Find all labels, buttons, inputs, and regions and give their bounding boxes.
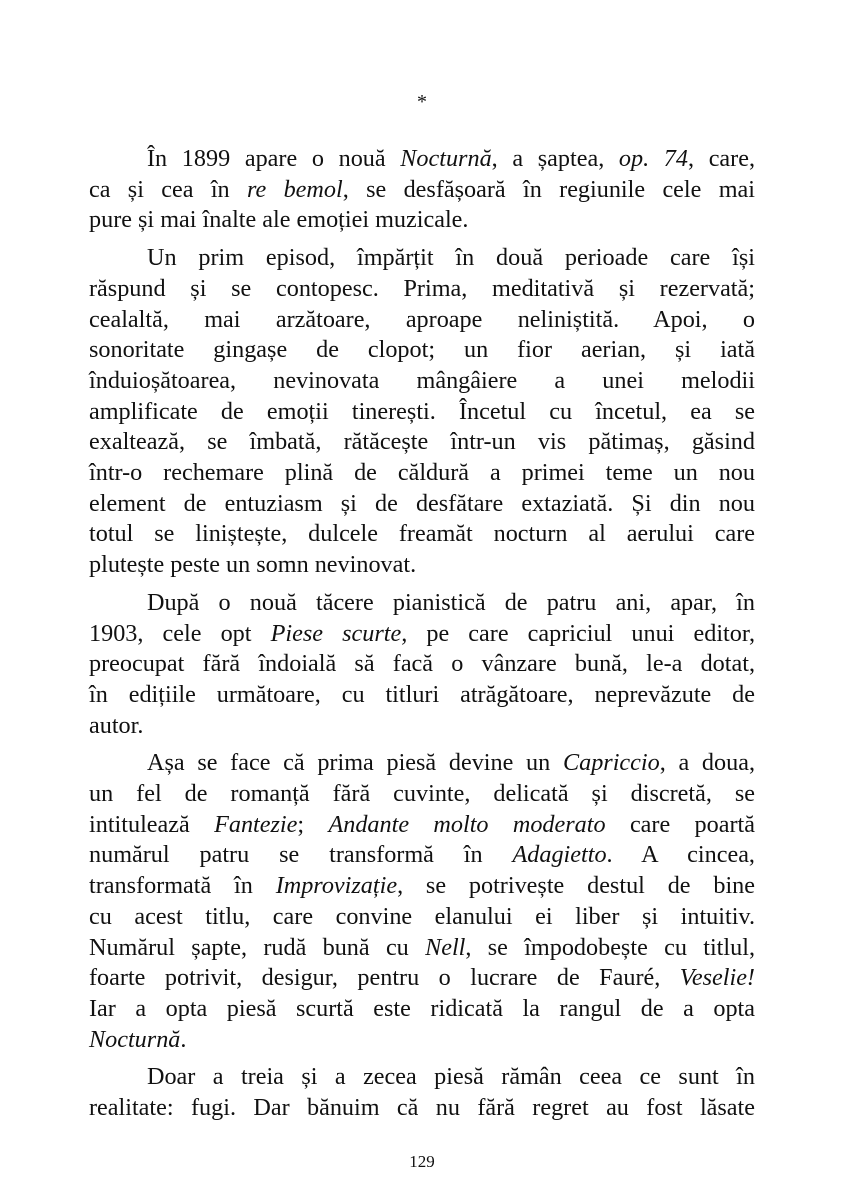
- paragraph: [89, 748, 755, 1055]
- italic-title: Capriccio: [562, 749, 660, 777]
- text-run: realitate: fugi. Dar bănuim că nu fără regret au fost lăsate: [89, 1094, 755, 1122]
- text-run: , a doua,: [659, 749, 755, 777]
- text-run: care poartă: [605, 810, 755, 838]
- text-run: pure și mai înalte ale emoției muzicale.: [89, 206, 469, 234]
- text-run: foarte potrivit, desigur, pentru o lucrare de Fauré,: [89, 964, 680, 992]
- text-line: [89, 588, 755, 619]
- text-run: După o nouă tăcere pianistică de patru ani, apar, în: [147, 588, 755, 616]
- text-run: totul se liniștește, dulcele freamăt nocturn al aerului care: [89, 520, 755, 548]
- text-run: , se potrivește destul de bine: [397, 872, 755, 900]
- text-run: sonoritate gingașe de clopot; un fior aerian, și iată: [89, 336, 755, 364]
- text-run: pe care capriciul unui editor,: [407, 619, 755, 647]
- text-line: [89, 489, 755, 520]
- text-run: , a șaptea,: [491, 145, 619, 172]
- text-run: exaltează, se îmbată, rătăcește într-un vis pătimaș, găsind: [89, 428, 755, 456]
- text-line: [89, 366, 755, 397]
- text-run: preocupat fără îndoială să facă o vânzare bună, le-a dotat,: [89, 650, 755, 678]
- section-separator: *: [417, 91, 427, 113]
- text-line: [89, 458, 755, 489]
- text-run: În 1899 apare o nouă: [147, 145, 401, 172]
- text-run: într-o rechemare plină de căldură a primei teme un nou: [89, 459, 755, 487]
- text-run: .: [180, 1025, 187, 1053]
- text-line: [89, 1025, 755, 1056]
- italic-title: Adagietto: [512, 841, 607, 869]
- italic-title: Fantezie: [214, 810, 298, 838]
- text-run: amplificate de emoții tinerești. Încetul cu încetul, ea se: [89, 397, 755, 425]
- paragraph: [89, 243, 755, 581]
- text-line: [89, 619, 755, 650]
- text-run: numărul patru se transformă în: [89, 841, 513, 869]
- text-run: intitulează: [89, 810, 215, 838]
- italic-title: Andante molto moderato: [328, 810, 606, 838]
- text-line: [89, 519, 755, 550]
- text-line: [89, 649, 755, 680]
- text-run: transformată în: [89, 872, 276, 900]
- paragraph: [89, 588, 755, 742]
- text-line: [89, 1093, 755, 1124]
- text-line: [89, 1062, 755, 1093]
- text-line: [89, 680, 755, 711]
- text-run: , se împodobește cu titlul,: [465, 933, 755, 961]
- text-run: autor.: [89, 711, 144, 739]
- text-line: [89, 963, 755, 994]
- text-line: [89, 305, 755, 336]
- italic-title: Veselie!: [679, 964, 755, 992]
- text-run: răspund și se contopesc. Prima, meditativă și rezervată;: [89, 274, 755, 302]
- text-run: cu acest titlu, care convine elanului ei liber și intuitiv.: [89, 902, 755, 930]
- italic-title: Nell: [425, 933, 466, 961]
- text-line: [89, 144, 755, 175]
- text-run: ca și cea în: [89, 175, 247, 203]
- text-run: element de entuziasm și de desfătare extaziată. Și din nou: [89, 489, 755, 517]
- text-line: [89, 397, 755, 428]
- italic-title: op. 74: [618, 145, 688, 172]
- paragraph: [89, 144, 755, 236]
- italic-title: re bemol: [247, 175, 343, 203]
- text-run: plutește peste un somn nevinovat.: [89, 551, 417, 579]
- text-line: [89, 840, 755, 871]
- text-line: [89, 335, 755, 366]
- text-line: [89, 243, 755, 274]
- paragraph: [89, 1062, 755, 1123]
- text-line: [89, 810, 755, 841]
- text-line: [89, 711, 755, 742]
- text-line: [89, 933, 755, 964]
- text-run: ;: [297, 810, 329, 838]
- text-run: Un prim episod, împărțit în două perioade care își: [147, 244, 755, 272]
- text-line: [89, 994, 755, 1025]
- text-run: Doar a treia și a zecea piesă rămân ceea ce sunt în: [147, 1063, 755, 1091]
- text-line: [89, 902, 755, 933]
- text-run: un fel de romanță fără cuvinte, delicată și discretă, se: [89, 780, 755, 808]
- text-run: înduioșătoarea, nevinovata mângâiere a unei melodii: [89, 366, 755, 394]
- italic-title: Improvizație: [275, 872, 398, 900]
- text-line: [89, 748, 755, 779]
- text-run: . A cincea,: [606, 841, 755, 869]
- text-line: [89, 427, 755, 458]
- text-run: , care,: [687, 145, 755, 172]
- text-line: [89, 779, 755, 810]
- text-run: cealaltă, mai arzătoare, aproape neliniștită. Apoi, o: [89, 305, 755, 333]
- italic-title: Piese scurte,: [270, 619, 408, 647]
- italic-title: Nocturnă: [400, 145, 492, 172]
- text-line: [89, 175, 755, 206]
- text-run: 1903, cele opt: [89, 619, 271, 647]
- text-run: Așa se face că prima piesă devine un: [147, 749, 563, 777]
- text-run: Iar a opta piesă scurtă este ridicată la rangul de a opta: [89, 994, 755, 1022]
- text-line: [89, 871, 755, 902]
- text-run: , se desfășoară în regiunile cele mai: [342, 175, 755, 203]
- text-line: [89, 274, 755, 305]
- text-line: [89, 205, 755, 236]
- italic-title: Nocturnă: [89, 1025, 181, 1053]
- text-run: în edițiile următoare, cu titluri atrăgătoare, neprevăzute de: [89, 680, 755, 708]
- text-line: [89, 550, 755, 581]
- text-run: Numărul șapte, rudă bună cu: [89, 933, 426, 961]
- page-number: 129: [409, 1152, 435, 1171]
- body-text: [89, 144, 755, 1131]
